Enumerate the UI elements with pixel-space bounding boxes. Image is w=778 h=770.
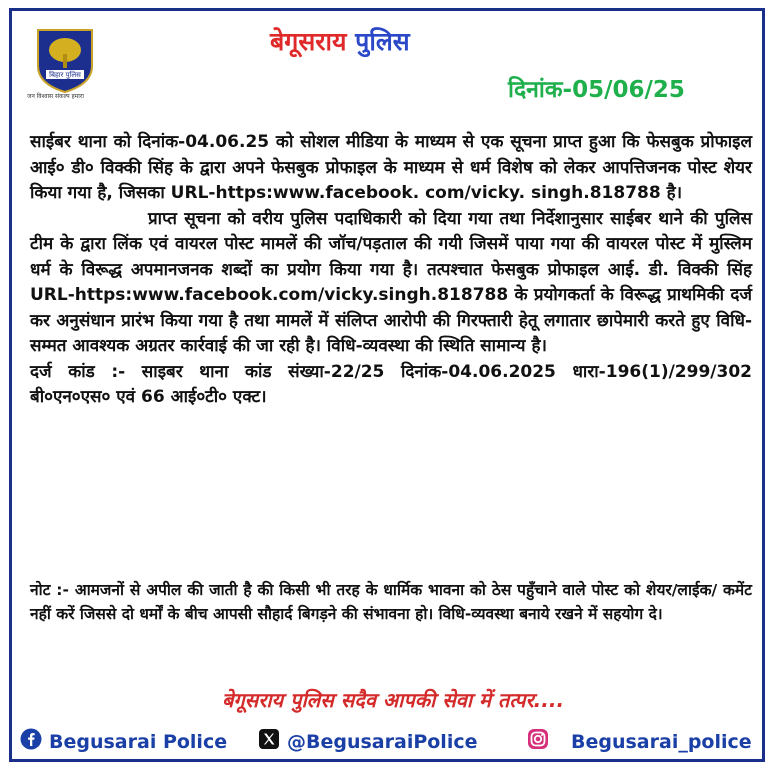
title-part1: बेगूसराय [270,27,347,56]
instagram-icon [527,728,549,755]
x-handle[interactable] [258,728,477,755]
facebook-handle[interactable] [20,728,227,755]
page-title [270,24,410,58]
logo-emblem-text: बिहार पुलिस [49,71,81,79]
facebook-handle-text: Begusarai Police [49,730,228,753]
x-handle-text: @BegusaraiPolice [287,730,478,753]
paragraph-2: प्राप्त सूचना को वरीय पुलिस पदाधिकारी को दिया गया तथा निर्देशानुसार साईबर थाने की पुलिस टीम के द्वारा लिंक एवं वायरल पोस्ट मामलें की जॉच/पड़ताल की गयी जिसमें पाया गया की वायरल पोस्ट में मुस्लिम धर्म के विरूद्ध अपमानजनक शब्दों का प्रयोग किया गया है। तत्पश्चात फेसबुक प्रोफाइल आई. डी. विक्की सिंह URL-https:www.facebook.com/vicky.singh.818788 के प्रयोगकर्ता के विरूद्ध प्राथमिकी दर्ज कर अनुसंधान प्रारंभ किया गया है तथा मामलें में संलिप्त आरोपी की गिरफ्तारी हेतू लगातार छापेमारी करते हुए विधि-सम्मत आवश्यक अग्रतर कार्रवाई की जा रही है। विधि-व्यवस्था की स्थिति सामान्य है। [30,208,752,356]
date-label: दिनांक-05/06/25 [508,77,685,103]
title-part2: पुलिस [355,27,410,56]
slogan: बेगूसराय पुलिस सदैव आपकी सेवा में तत्पर.... [222,688,565,712]
instagram-handle[interactable] [527,728,752,755]
x-icon [258,728,280,755]
public-appeal-note: नोट :- आमजनों से अपील की जाती है की किसी भी तरह के धार्मिक भावना को ठेस पहुँचाने वाले पोस्ट को शेयर/लाईक/ कमेंट नहीं करें जिससे दो धर्मों के बीच आपसी सौहार्द बिगड़ने की संभावना हो। विधि-व्यवस्था बनाये रखने में सहयोग दे। [30,581,752,623]
logo-caption: जन विश्वास संकल्प हमारा [27,93,84,100]
press-release-body [30,130,752,411]
case-details: दर्ज कांड :- साइबर थाना कांड संख्या-22/25 दिनांक-04.06.2025 धारा-196(1)/299/302 बी०एन०एस० एवं 66 आई०टी० एक्ट। [30,361,752,407]
paragraph-1: साईबर थाना को दिनांक-04.06.25 को सोशल मीडिया के माध्यम से एक सूचना प्राप्त हुआ कि फेसबुक प्रोफाइल आई० डी० विक्की सिंह के द्वारा अपने फेसबुक प्रोफाइल के माध्यम से धर्म विशेष को लेकर आपत्तिजनक पोस्ट शेयर किया गया है, जिसका URL-https:www.facebook. com/vicky. singh.818788 है। [30,132,752,203]
facebook-icon [20,728,42,755]
instagram-handle-text: Begusarai_police [571,730,752,753]
